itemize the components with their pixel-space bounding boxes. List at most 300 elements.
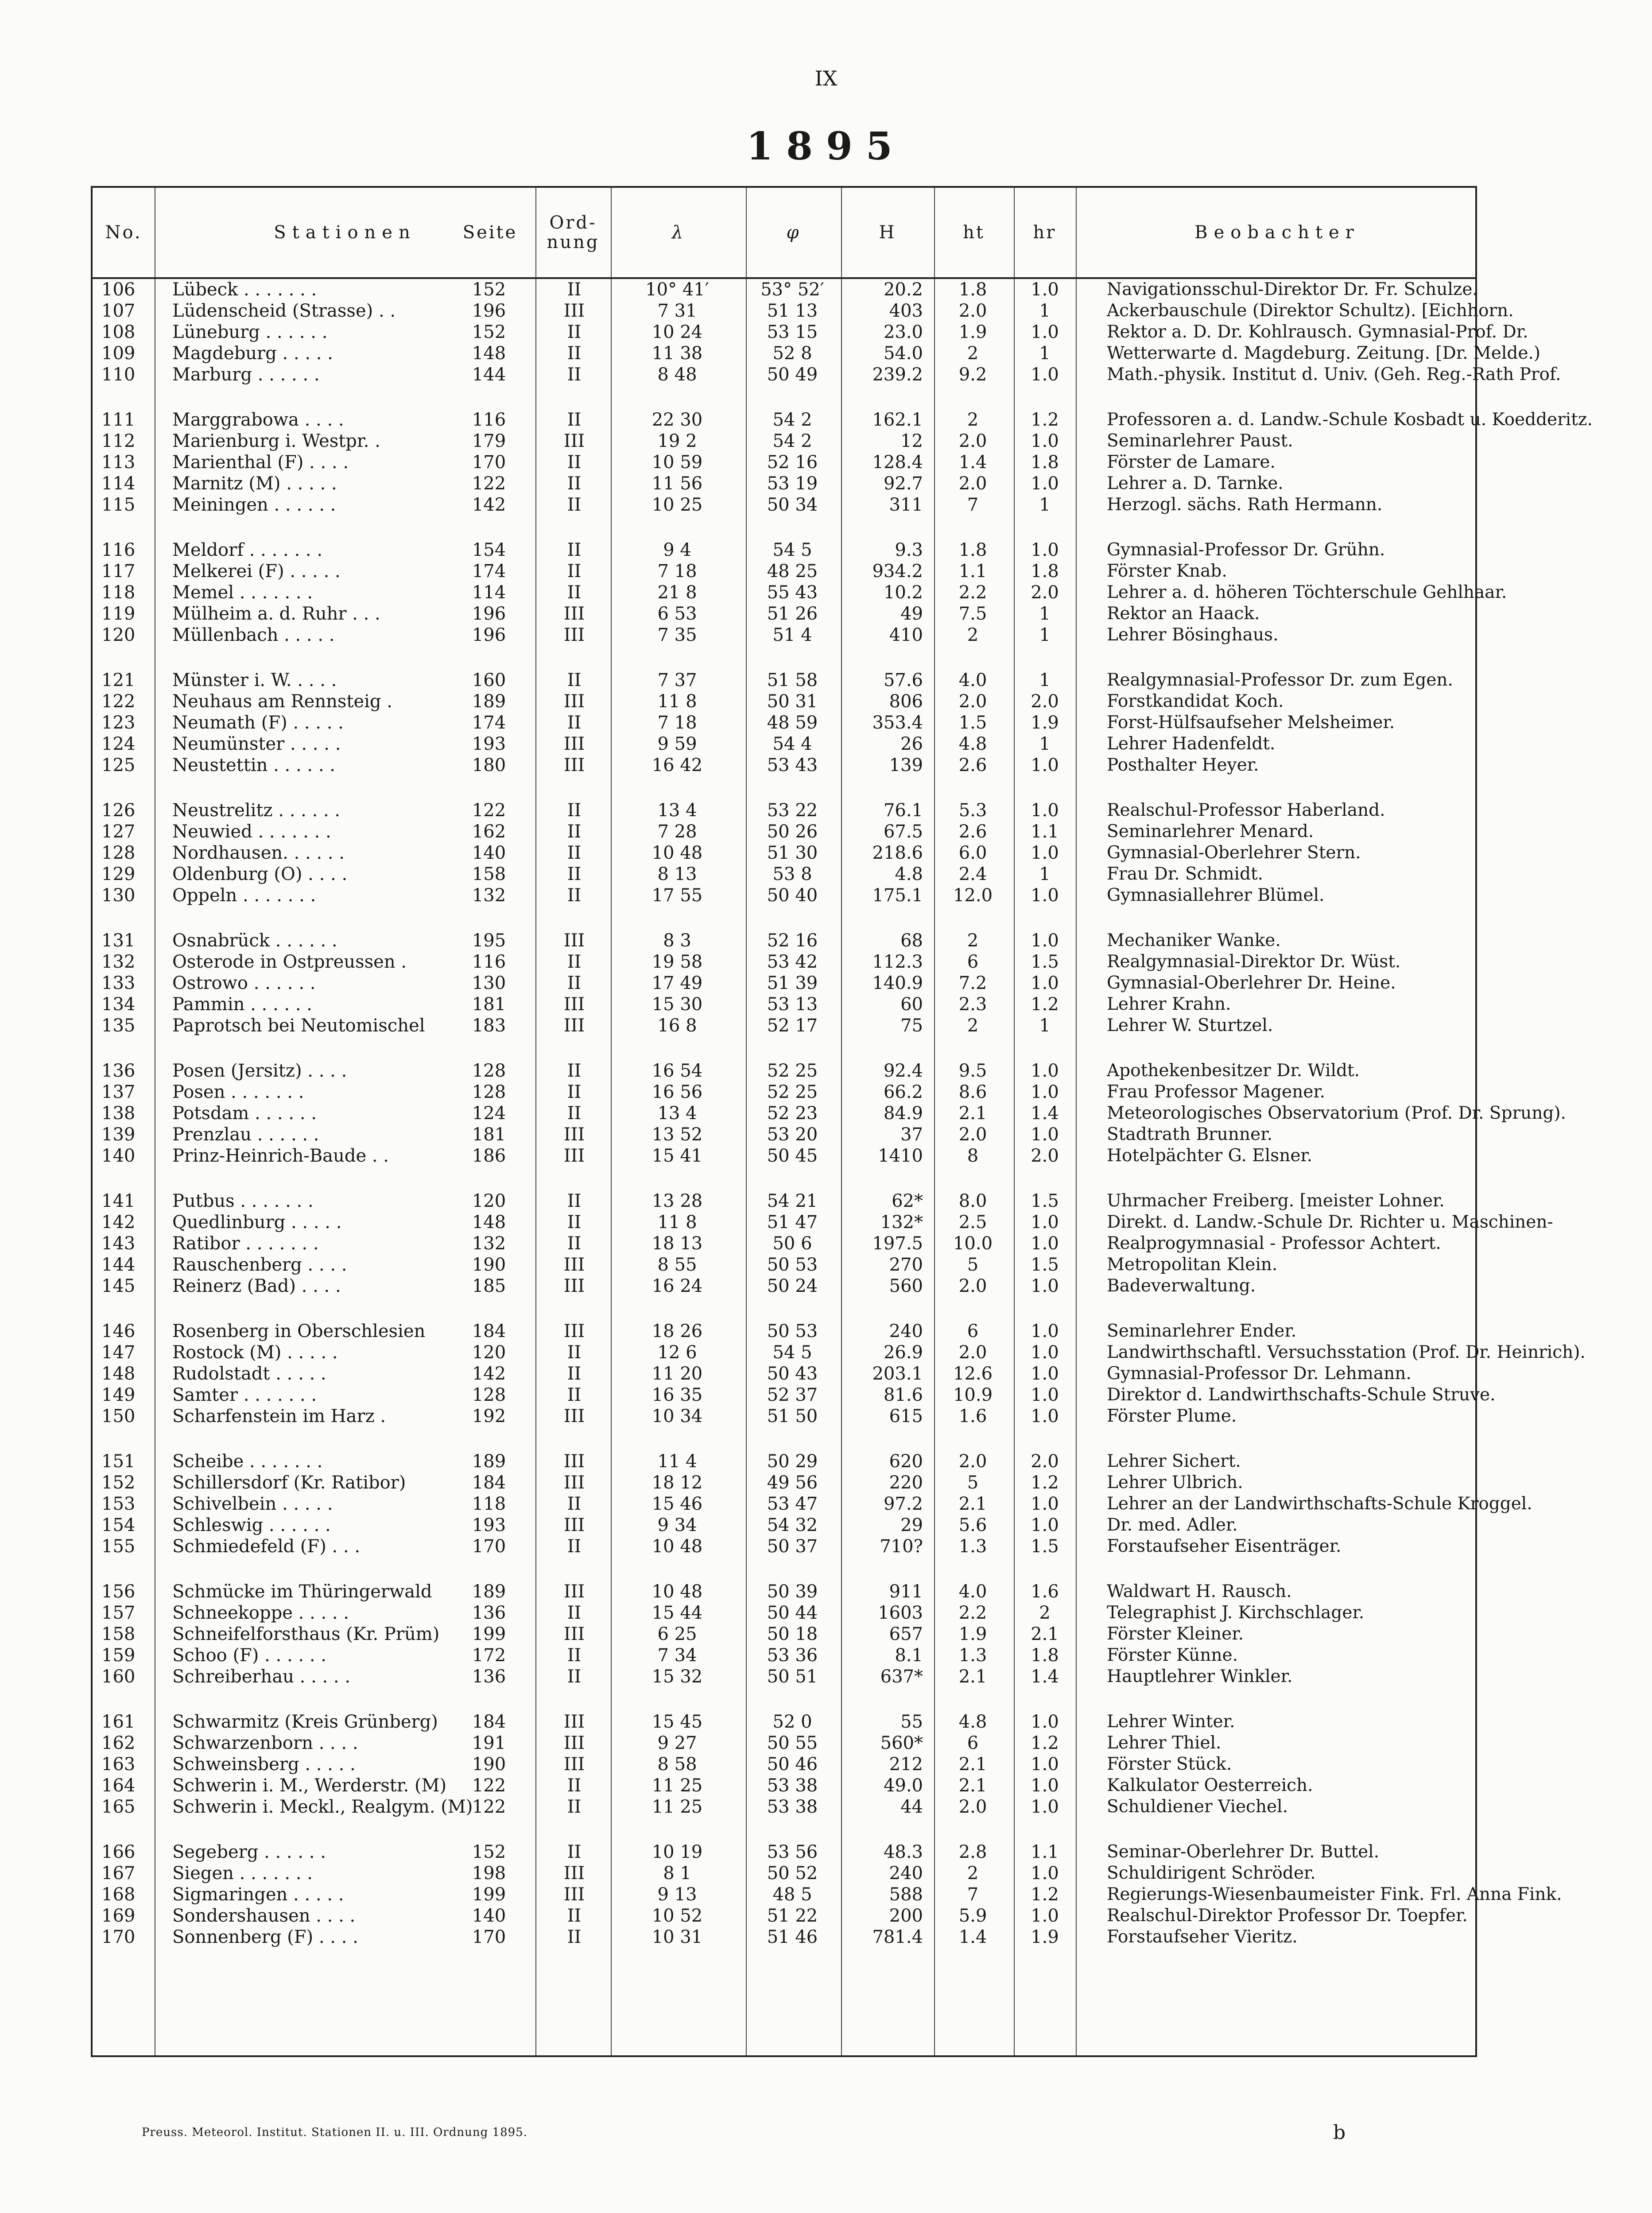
cell-h: 175.1	[872, 885, 923, 906]
header-lambda: λ	[671, 222, 685, 243]
cell-la: 15 45	[651, 1712, 703, 1732]
cell-be: Lehrer Sichert.	[1107, 1451, 1241, 1471]
cell-h: 84.9	[883, 1103, 923, 1124]
cell-hr: 2.0	[1031, 582, 1059, 603]
table-row	[93, 1515, 1475, 1536]
table-header	[93, 188, 1475, 279]
cell-h: 76.1	[883, 800, 923, 821]
cell-be: Lehrer Krahn.	[1107, 994, 1231, 1014]
table-body	[93, 279, 1593, 1972]
cell-be: Förster Kleiner.	[1107, 1624, 1244, 1644]
cell-st: Scheibe . . . . . . .	[172, 1451, 323, 1472]
cell-ht: 2	[967, 410, 979, 430]
table-row	[93, 842, 1475, 864]
cell-ph: 53 47	[767, 1494, 818, 1514]
cell-no: 106	[101, 279, 136, 300]
cell-ph: 50 24	[767, 1276, 818, 1296]
cell-se: 132	[472, 885, 506, 906]
cell-se: 190	[472, 1255, 506, 1275]
cell-no: 165	[101, 1797, 136, 1817]
cell-ht: 2.8	[958, 1842, 987, 1862]
cell-se: 198	[472, 1863, 506, 1884]
cell-la: 12 6	[657, 1342, 697, 1363]
cell-be: Lehrer Thiel.	[1107, 1733, 1222, 1753]
cell-se: 184	[472, 1473, 506, 1493]
table-row	[93, 279, 1478, 300]
cell-hr: 1.5	[1031, 1536, 1059, 1557]
cell-st: Neuhaus am Rennsteig .	[172, 691, 392, 712]
cell-ht: 4.0	[958, 1581, 987, 1602]
cell-h: 49	[900, 604, 923, 624]
cell-no: 160	[101, 1667, 136, 1687]
cell-ht: 2.0	[958, 1342, 987, 1363]
cell-hr: 1.8	[1031, 452, 1059, 473]
cell-h: 60	[900, 994, 923, 1015]
cell-be: Math.-physik. Institut d. Univ. (Geh. Reg.-Rath Prof.	[1107, 364, 1561, 384]
cell-la: 9 27	[657, 1733, 697, 1753]
cell-or: III	[563, 625, 585, 645]
cell-or: II	[567, 1061, 582, 1081]
table-row	[93, 1732, 1475, 1754]
table-row	[93, 452, 1475, 473]
cell-h: 311	[889, 495, 923, 515]
cell-or: II	[567, 561, 582, 581]
cell-no: 144	[101, 1255, 136, 1275]
cell-ht: 4.0	[958, 670, 987, 690]
cell-or: II	[567, 582, 582, 603]
cell-be: Rektor a. D. Dr. Kohlrausch. Gymnasial-Prof. Dr.	[1107, 322, 1528, 342]
cell-h: 67.5	[883, 822, 923, 842]
cell-la: 18 26	[651, 1321, 703, 1341]
cell-ph: 53 36	[767, 1645, 818, 1666]
cell-no: 139	[101, 1124, 136, 1145]
cell-la: 10 24	[651, 322, 703, 342]
cell-hr: 1.0	[1031, 1863, 1059, 1884]
cell-or: II	[567, 670, 582, 690]
cell-or: II	[567, 279, 582, 300]
table-row	[93, 670, 1475, 691]
table-row	[93, 1841, 1475, 1863]
cell-la: 15 44	[651, 1603, 703, 1623]
cell-no: 154	[101, 1515, 136, 1535]
cell-hr: 1	[1039, 625, 1051, 645]
cell-hr: 1.0	[1031, 1276, 1059, 1296]
cell-se: 189	[472, 691, 506, 712]
cell-hr: 2.0	[1031, 691, 1059, 712]
cell-be: Uhrmacher Freiberg. [meister Lohner.	[1107, 1191, 1445, 1211]
cell-be: Telegraphist J. Kirchschlager.	[1107, 1603, 1365, 1623]
cell-no: 107	[101, 301, 136, 321]
cell-h: 710?	[880, 1536, 923, 1557]
cell-hr: 1.0	[1031, 1061, 1059, 1081]
cell-h: 48.3	[883, 1842, 923, 1862]
cell-la: 18 13	[651, 1233, 703, 1254]
table-row	[93, 1081, 1475, 1103]
cell-no: 120	[101, 625, 136, 645]
cell-st: Oppeln . . . . . . .	[172, 885, 316, 906]
cell-la: 10 19	[651, 1842, 703, 1862]
cell-se: 120	[472, 1342, 506, 1363]
cell-st: Neustettin . . . . . .	[172, 755, 335, 775]
cell-or: II	[567, 1775, 582, 1796]
cell-ht: 2.0	[958, 1124, 987, 1145]
cell-no: 152	[101, 1473, 136, 1493]
cell-la: 19 2	[657, 431, 697, 451]
cell-la: 15 32	[651, 1667, 703, 1687]
cell-be: Realschul-Professor Haberland.	[1107, 800, 1385, 820]
cell-ph: 49 56	[767, 1473, 818, 1493]
cell-h: 615	[889, 1406, 923, 1426]
cell-ph: 51 13	[767, 301, 818, 321]
cell-la: 11 20	[651, 1364, 703, 1384]
cell-ph: 48 59	[767, 713, 818, 733]
cell-be: Stadtrath Brunner.	[1107, 1124, 1272, 1144]
cell-h: 112.3	[872, 952, 923, 972]
cell-ph: 50 18	[767, 1624, 818, 1644]
cell-be: Lehrer a. d. höheren Töchterschule Gehlhaar.	[1107, 582, 1507, 602]
header-phi: φ	[786, 222, 801, 243]
cell-no: 134	[101, 994, 136, 1015]
cell-or: II	[567, 1233, 582, 1254]
cell-ph: 51 58	[767, 670, 818, 690]
cell-hr: 1.1	[1031, 822, 1059, 842]
row-group	[93, 1841, 1562, 1948]
cell-h: 410	[889, 625, 923, 645]
cell-or: III	[563, 755, 585, 775]
cell-st: Melkerei (F) . . . . .	[172, 561, 341, 581]
cell-ht: 1.4	[958, 1927, 987, 1947]
cell-hr: 2.0	[1031, 1451, 1059, 1472]
cell-hr: 1.5	[1031, 952, 1059, 972]
cell-ht: 2	[967, 1863, 979, 1884]
cell-se: 152	[472, 1842, 506, 1862]
cell-no: 157	[101, 1603, 136, 1623]
cell-be: Dr. med. Adler.	[1107, 1515, 1238, 1535]
table-row	[93, 691, 1475, 712]
cell-no: 125	[101, 755, 136, 775]
cell-no: 110	[101, 364, 136, 385]
cell-be: Förster Plume.	[1107, 1406, 1237, 1426]
cell-ht: 2.1	[958, 1494, 987, 1514]
cell-or: II	[567, 1385, 582, 1405]
cell-or: III	[563, 930, 585, 951]
cell-ph: 54 21	[767, 1191, 818, 1211]
cell-la: 15 46	[651, 1494, 703, 1514]
table-row	[93, 1254, 1475, 1275]
cell-se: 184	[472, 1321, 506, 1341]
cell-or: II	[567, 952, 582, 972]
cell-st: Osterode in Ostpreussen .	[172, 952, 407, 972]
cell-hr: 1	[1039, 343, 1051, 364]
cell-st: Memel . . . . . . .	[172, 582, 313, 603]
cell-h: 92.7	[883, 473, 923, 494]
cell-st: Ostrowo . . . . . .	[172, 973, 316, 993]
cell-h: 1603	[878, 1603, 923, 1623]
table-row	[93, 1233, 1475, 1254]
row-group	[93, 1451, 1532, 1557]
cell-ht: 2.0	[958, 1451, 987, 1472]
cell-be: Forstkandidat Koch.	[1107, 691, 1284, 711]
cell-st: Scharfenstein im Harz .	[172, 1406, 386, 1426]
table-row	[93, 1711, 1475, 1732]
cell-or: II	[567, 1797, 582, 1817]
cell-st: Lüdenscheid (Strasse) . .	[172, 301, 396, 321]
cell-hr: 1.8	[1031, 561, 1059, 581]
cell-ht: 2	[967, 343, 979, 364]
cell-hr: 1.5	[1031, 1191, 1059, 1211]
table-row	[93, 1060, 1475, 1081]
cell-be: Lehrer Hadenfeldt.	[1107, 734, 1276, 754]
header-stationen: Stationen	[274, 222, 416, 243]
cell-st: Osnabrück . . . . . .	[172, 930, 337, 951]
cell-hr: 1.0	[1031, 800, 1059, 821]
table-row	[93, 1103, 1566, 1124]
cell-la: 13 4	[657, 1103, 697, 1124]
cell-la: 9 13	[657, 1884, 697, 1905]
cell-se: 196	[472, 604, 506, 624]
cell-be: Förster de Lamare.	[1107, 452, 1276, 472]
cell-be: Herzogl. sächs. Rath Hermann.	[1107, 495, 1383, 515]
cell-be: Lehrer an der Landwirthschafts-Schule Kroggel.	[1107, 1494, 1532, 1514]
cell-ph: 53° 52′	[760, 279, 824, 300]
cell-la: 11 4	[657, 1451, 697, 1472]
table-row	[93, 712, 1475, 733]
cell-or: II	[567, 364, 582, 385]
cell-st: Lübeck . . . . . . .	[172, 279, 317, 300]
cell-be: Professoren a. d. Landw.-Schule Kosbadt u. Koedderitz.	[1107, 410, 1593, 430]
cell-st: Sonnenberg (F) . . . .	[172, 1927, 358, 1947]
cell-st: Schillersdorf (Kr. Ratibor)	[172, 1473, 406, 1493]
cell-ph: 51 50	[767, 1406, 818, 1426]
cell-hr: 1.2	[1031, 1473, 1059, 1493]
cell-ht: 2.0	[958, 473, 987, 494]
cell-st: Samter . . . . . . .	[172, 1385, 317, 1405]
cell-or: II	[567, 1645, 582, 1666]
cell-st: Posen (Jersitz) . . . .	[172, 1061, 347, 1081]
table-row	[93, 603, 1475, 624]
cell-st: Paprotsch bei Neutomischel	[172, 1015, 425, 1036]
cell-ph: 53 20	[767, 1124, 818, 1145]
cell-ht: 4.8	[958, 1712, 987, 1732]
cell-st: Schneifelforsthaus (Kr. Prüm)	[172, 1624, 440, 1644]
header-seite: Seite	[462, 222, 518, 243]
cell-st: Meldorf . . . . . . .	[172, 540, 323, 560]
cell-st: Quedlinburg . . . . .	[172, 1212, 342, 1232]
cell-st: Schneekoppe . . . . .	[172, 1603, 349, 1623]
cell-ht: 1.8	[958, 540, 987, 560]
cell-ht: 2.1	[958, 1775, 987, 1796]
table-row	[93, 1145, 1475, 1167]
cell-be: Ackerbauschule (Direktor Schultz). [Eichhorn.	[1107, 301, 1514, 321]
cell-la: 17 55	[651, 885, 703, 906]
cell-or: III	[563, 734, 585, 754]
cell-se: 172	[472, 1645, 506, 1666]
cell-be: Gymnasial-Professor Dr. Grühn.	[1107, 540, 1385, 560]
cell-no: 126	[101, 800, 136, 821]
cell-st: Marienthal (F) . . . .	[172, 452, 349, 473]
row-group	[93, 1711, 1475, 1818]
cell-or: III	[563, 1733, 585, 1753]
cell-h: 20.2	[883, 279, 923, 300]
cell-no: 118	[101, 582, 136, 603]
cell-la: 8 48	[657, 364, 697, 385]
cell-no: 145	[101, 1276, 136, 1296]
cell-ht: 2.2	[958, 582, 987, 603]
cell-or: III	[563, 1884, 585, 1905]
cell-ph: 50 53	[767, 1321, 818, 1341]
cell-or: III	[563, 1473, 585, 1493]
cell-se: 184	[472, 1712, 506, 1732]
table-row	[93, 430, 1475, 452]
row-group	[93, 539, 1507, 646]
cell-la: 8 1	[663, 1863, 691, 1884]
cell-st: Rudolstadt . . . . .	[172, 1364, 326, 1384]
cell-or: II	[567, 1536, 582, 1557]
cell-or: III	[563, 1276, 585, 1296]
cell-hr: 1	[1039, 670, 1051, 690]
cell-or: II	[567, 452, 582, 473]
cell-or: II	[567, 410, 582, 430]
cell-h: 62*	[892, 1191, 923, 1211]
cell-ht: 6	[967, 952, 979, 972]
cell-se: 170	[472, 1536, 506, 1557]
table-row	[93, 343, 1541, 364]
cell-hr: 1.0	[1031, 1212, 1059, 1232]
cell-hr: 1	[1039, 864, 1051, 884]
cell-hr: 1.0	[1031, 540, 1059, 560]
cell-st: Putbus . . . . . . .	[172, 1191, 314, 1211]
cell-la: 15 30	[651, 994, 703, 1015]
cell-st: Schmiedefeld (F) . . .	[172, 1536, 361, 1557]
cell-be: Direkt. d. Landw.-Schule Dr. Richter u. Maschinen-	[1107, 1212, 1553, 1232]
cell-hr: 1.2	[1031, 410, 1059, 430]
cell-st: Sondershausen . . . .	[172, 1906, 356, 1926]
cell-se: 148	[472, 343, 506, 364]
cell-se: 191	[472, 1733, 506, 1753]
cell-ph: 50 51	[767, 1667, 818, 1687]
table-row	[93, 1015, 1475, 1036]
cell-ph: 50 40	[767, 885, 818, 906]
table-row	[93, 1905, 1475, 1926]
cell-be: Realgymnasial-Direktor Dr. Wüst.	[1107, 952, 1401, 972]
header-beobachter: Beobachter	[1194, 222, 1360, 243]
cell-or: II	[567, 864, 582, 884]
cell-be: Gymnasial-Professor Dr. Lehmann.	[1107, 1364, 1412, 1384]
cell-be: Seminarlehrer Ender.	[1107, 1321, 1297, 1341]
cell-be: Hauptlehrer Winkler.	[1107, 1667, 1293, 1686]
cell-st: Potsdam . . . . . .	[172, 1103, 317, 1124]
cell-or: II	[567, 843, 582, 863]
header-no: No.	[105, 222, 142, 243]
cell-h: 620	[889, 1451, 923, 1472]
cell-ht: 2.0	[958, 431, 987, 451]
cell-no: 156	[101, 1581, 136, 1602]
table-row	[93, 755, 1475, 776]
cell-hr: 1.0	[1031, 843, 1059, 863]
cell-hr: 1	[1039, 495, 1051, 515]
cell-be: Apothekenbesitzer Dr. Wildt.	[1107, 1061, 1360, 1081]
cell-no: 149	[101, 1385, 136, 1405]
cell-or: III	[563, 604, 585, 624]
cell-h: 240	[889, 1321, 923, 1341]
cell-ht: 2.1	[958, 1103, 987, 1124]
table-row	[93, 494, 1475, 515]
cell-be: Lehrer Ulbrich.	[1107, 1473, 1243, 1492]
cell-be: Förster Knab.	[1107, 561, 1227, 581]
cell-se: 136	[472, 1603, 506, 1623]
cell-hr: 1.0	[1031, 1712, 1059, 1732]
cell-se: 120	[472, 1191, 506, 1211]
cell-hr: 1.2	[1031, 994, 1059, 1015]
cell-ph: 50 26	[767, 822, 818, 842]
cell-ph: 53 42	[767, 952, 818, 972]
cell-la: 8 55	[657, 1255, 697, 1275]
cell-no: 141	[101, 1191, 136, 1211]
table-row	[93, 539, 1475, 561]
cell-h: 26	[900, 734, 923, 754]
cell-hr: 1.0	[1031, 473, 1059, 494]
cell-ht: 2	[967, 1015, 979, 1036]
cell-la: 11 25	[651, 1775, 703, 1796]
cell-no: 168	[101, 1884, 136, 1905]
cell-se: 181	[472, 1124, 506, 1145]
table-row	[93, 800, 1475, 821]
cell-ht: 7	[967, 495, 979, 515]
cell-no: 148	[101, 1364, 136, 1384]
cell-be: Lehrer a. D. Tarnke.	[1107, 473, 1284, 493]
cell-hr: 1.0	[1031, 1364, 1059, 1384]
cell-se: 144	[472, 364, 506, 385]
cell-ph: 50 29	[767, 1451, 818, 1472]
cell-st: Schwarmitz (Kreis Grünberg)	[172, 1712, 438, 1732]
cell-la: 16 24	[651, 1276, 703, 1296]
cell-st: Pammin . . . . . .	[172, 994, 312, 1015]
cell-se: 136	[472, 1667, 506, 1687]
cell-h: 10.2	[883, 582, 923, 603]
cell-be: Lehrer Winter.	[1107, 1712, 1235, 1732]
cell-or: II	[567, 800, 582, 821]
cell-be: Mechaniker Wanke.	[1107, 930, 1281, 950]
cell-ph: 52 23	[767, 1103, 818, 1124]
cell-st: Rauschenberg . . . .	[172, 1255, 347, 1275]
cell-se: 170	[472, 1927, 506, 1947]
table-row	[93, 1624, 1475, 1645]
cell-la: 18 12	[651, 1473, 703, 1493]
table-row	[93, 973, 1475, 994]
cell-h: 203.1	[872, 1364, 923, 1384]
cell-la: 7 34	[657, 1645, 697, 1666]
cell-h: 37	[900, 1124, 923, 1145]
cell-la: 10 59	[651, 452, 703, 473]
cell-h: 637*	[880, 1667, 923, 1687]
cell-ht: 2.0	[958, 301, 987, 321]
cell-ph: 54 5	[772, 540, 812, 560]
cell-la: 10 48	[651, 843, 703, 863]
cell-no: 111	[101, 410, 136, 430]
cell-se: 180	[472, 755, 506, 775]
cell-ht: 1.5	[958, 713, 987, 733]
cell-se: 124	[472, 1103, 506, 1124]
table-row	[93, 1342, 1586, 1363]
cell-st: Schivelbein . . . . .	[172, 1494, 333, 1514]
cell-hr: 1.0	[1031, 1797, 1059, 1817]
cell-la: 7 37	[657, 670, 697, 690]
footer-note: Preuss. Meteorol. Institut. Stationen II. u. III. Ordnung 1895.	[142, 2126, 527, 2139]
cell-ph: 52 17	[767, 1015, 818, 1036]
cell-h: 23.0	[883, 322, 923, 342]
cell-be: Landwirthschaftl. Versuchsstation (Prof. Dr. Heinrich).	[1107, 1342, 1586, 1362]
table-row	[93, 1581, 1475, 1602]
